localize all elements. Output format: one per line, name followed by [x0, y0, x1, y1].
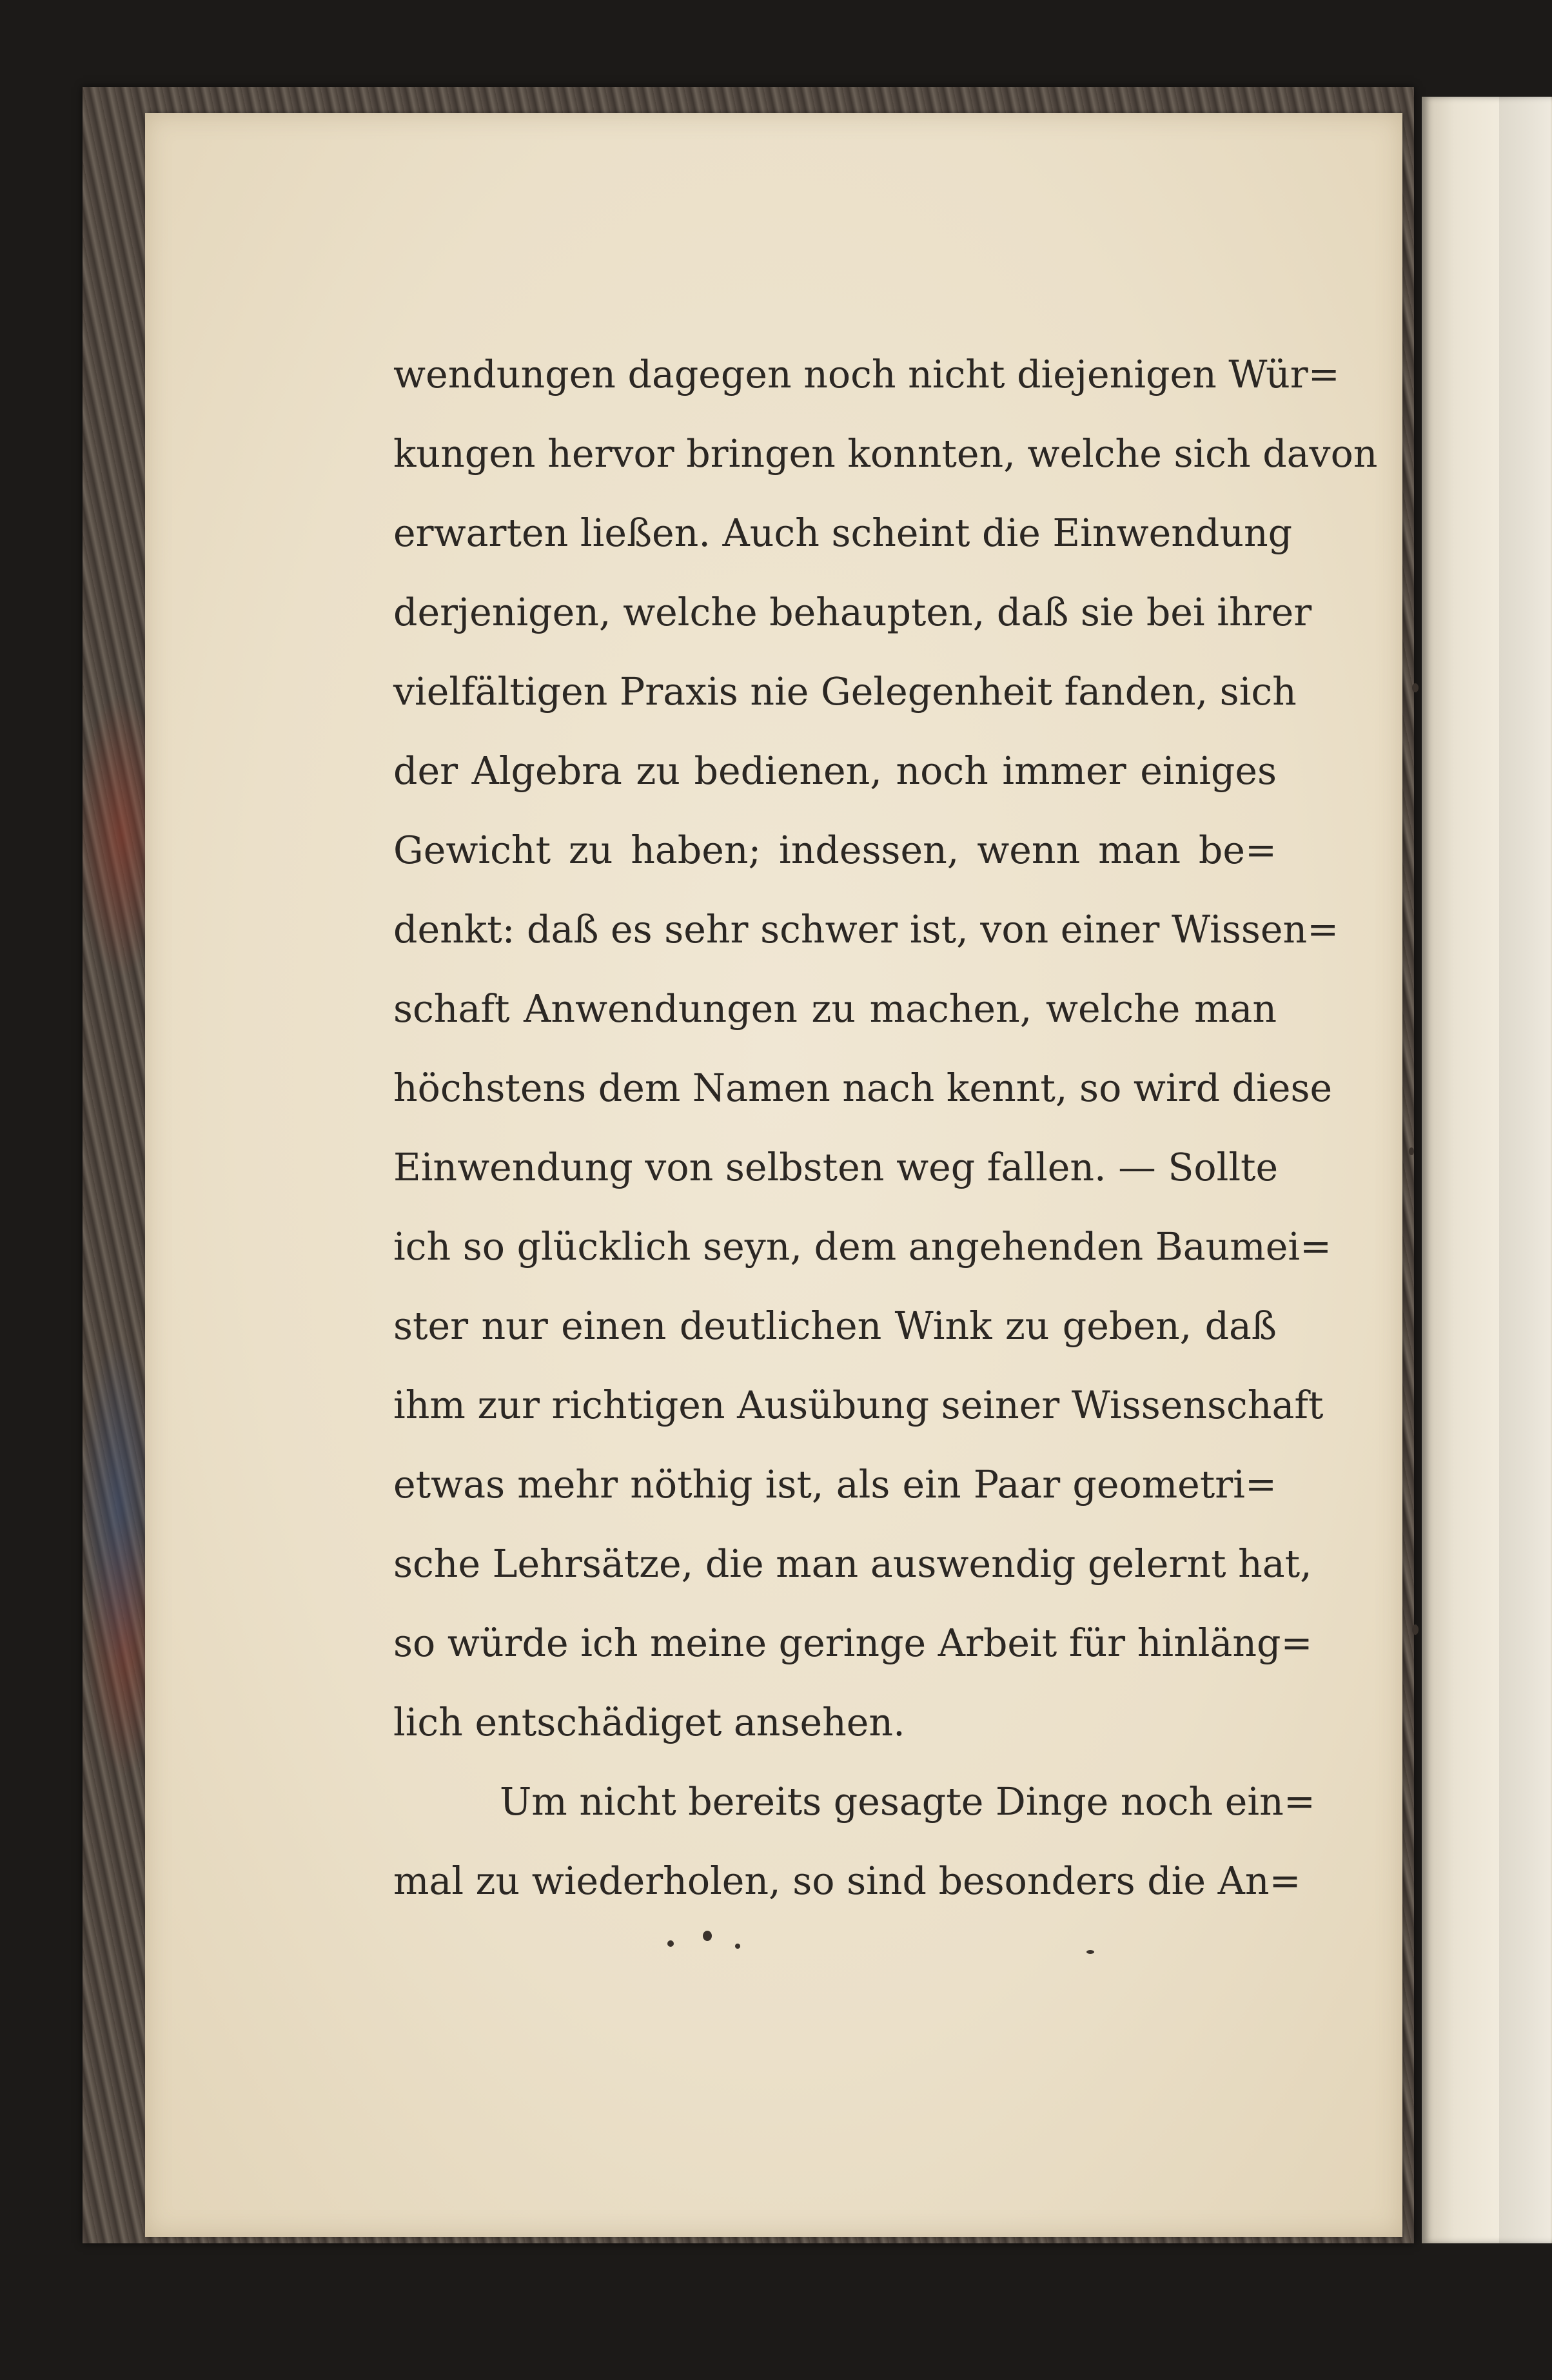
page-text — [393, 335, 1378, 1921]
text-line: erwarten ließen. Auch scheint die Einwendung — [393, 511, 1293, 555]
ink-speck — [1412, 683, 1419, 692]
text-line: der Algebra zu bedienen, noch immer einiges — [393, 749, 1277, 793]
ink-speck — [703, 1931, 712, 1941]
next-page-edge — [1422, 97, 1552, 2243]
text-line: derjenigen, welche behaupten, daß sie bei ihrer — [393, 590, 1312, 634]
paragraph-end-line: lich entschädiget ansehen. — [393, 1701, 905, 1744]
text-line: schaft Anwendungen zu machen, welche man — [393, 987, 1277, 1031]
paragraph-start-line: Um nicht bereits gesagte Dinge noch ein= — [500, 1780, 1315, 1824]
text-line: etwas mehr nöthig ist, als ein Paar geometri= — [393, 1463, 1277, 1507]
text-line: so würde ich meine geringe Arbeit für hinläng= — [393, 1621, 1313, 1665]
text-line: ihm zur richtigen Ausübung seiner Wissenschaft — [393, 1383, 1324, 1427]
ink-speck — [1086, 1950, 1094, 1954]
page-edge-strip — [1499, 97, 1551, 2243]
text-line: kungen hervor bringen konnten, welche sich davon — [393, 432, 1378, 476]
text-line: Einwendung von selbsten weg fallen. — Sollte — [393, 1146, 1279, 1189]
ink-speck — [667, 1940, 674, 1947]
text-line: denkt: daß es sehr schwer ist, von einer Wissen= — [393, 908, 1339, 951]
text-line: wendungen dagegen noch nicht diejenigen Wür= — [393, 353, 1340, 396]
text-line: höchstens dem Namen nach kennt, so wird diese — [393, 1066, 1333, 1110]
ink-speck — [1409, 1147, 1414, 1155]
ink-speck — [1412, 1624, 1419, 1635]
ink-speck — [735, 1944, 740, 1949]
text-line: ich so glücklich seyn, dem angehenden Baumei= — [393, 1225, 1332, 1269]
text-line: vielfältigen Praxis nie Gelegenheit fanden, sich — [393, 670, 1297, 714]
text-line: sche Lehrsätze, die man auswendig gelernt hat, — [393, 1542, 1312, 1586]
text-line: Gewicht zu haben; indessen, wenn man be= — [393, 828, 1277, 872]
text-line: mal zu wiederholen, so sind besonders die An= — [393, 1859, 1301, 1903]
text-line: ster nur einen deutlichen Wink zu geben, daß — [393, 1304, 1277, 1348]
